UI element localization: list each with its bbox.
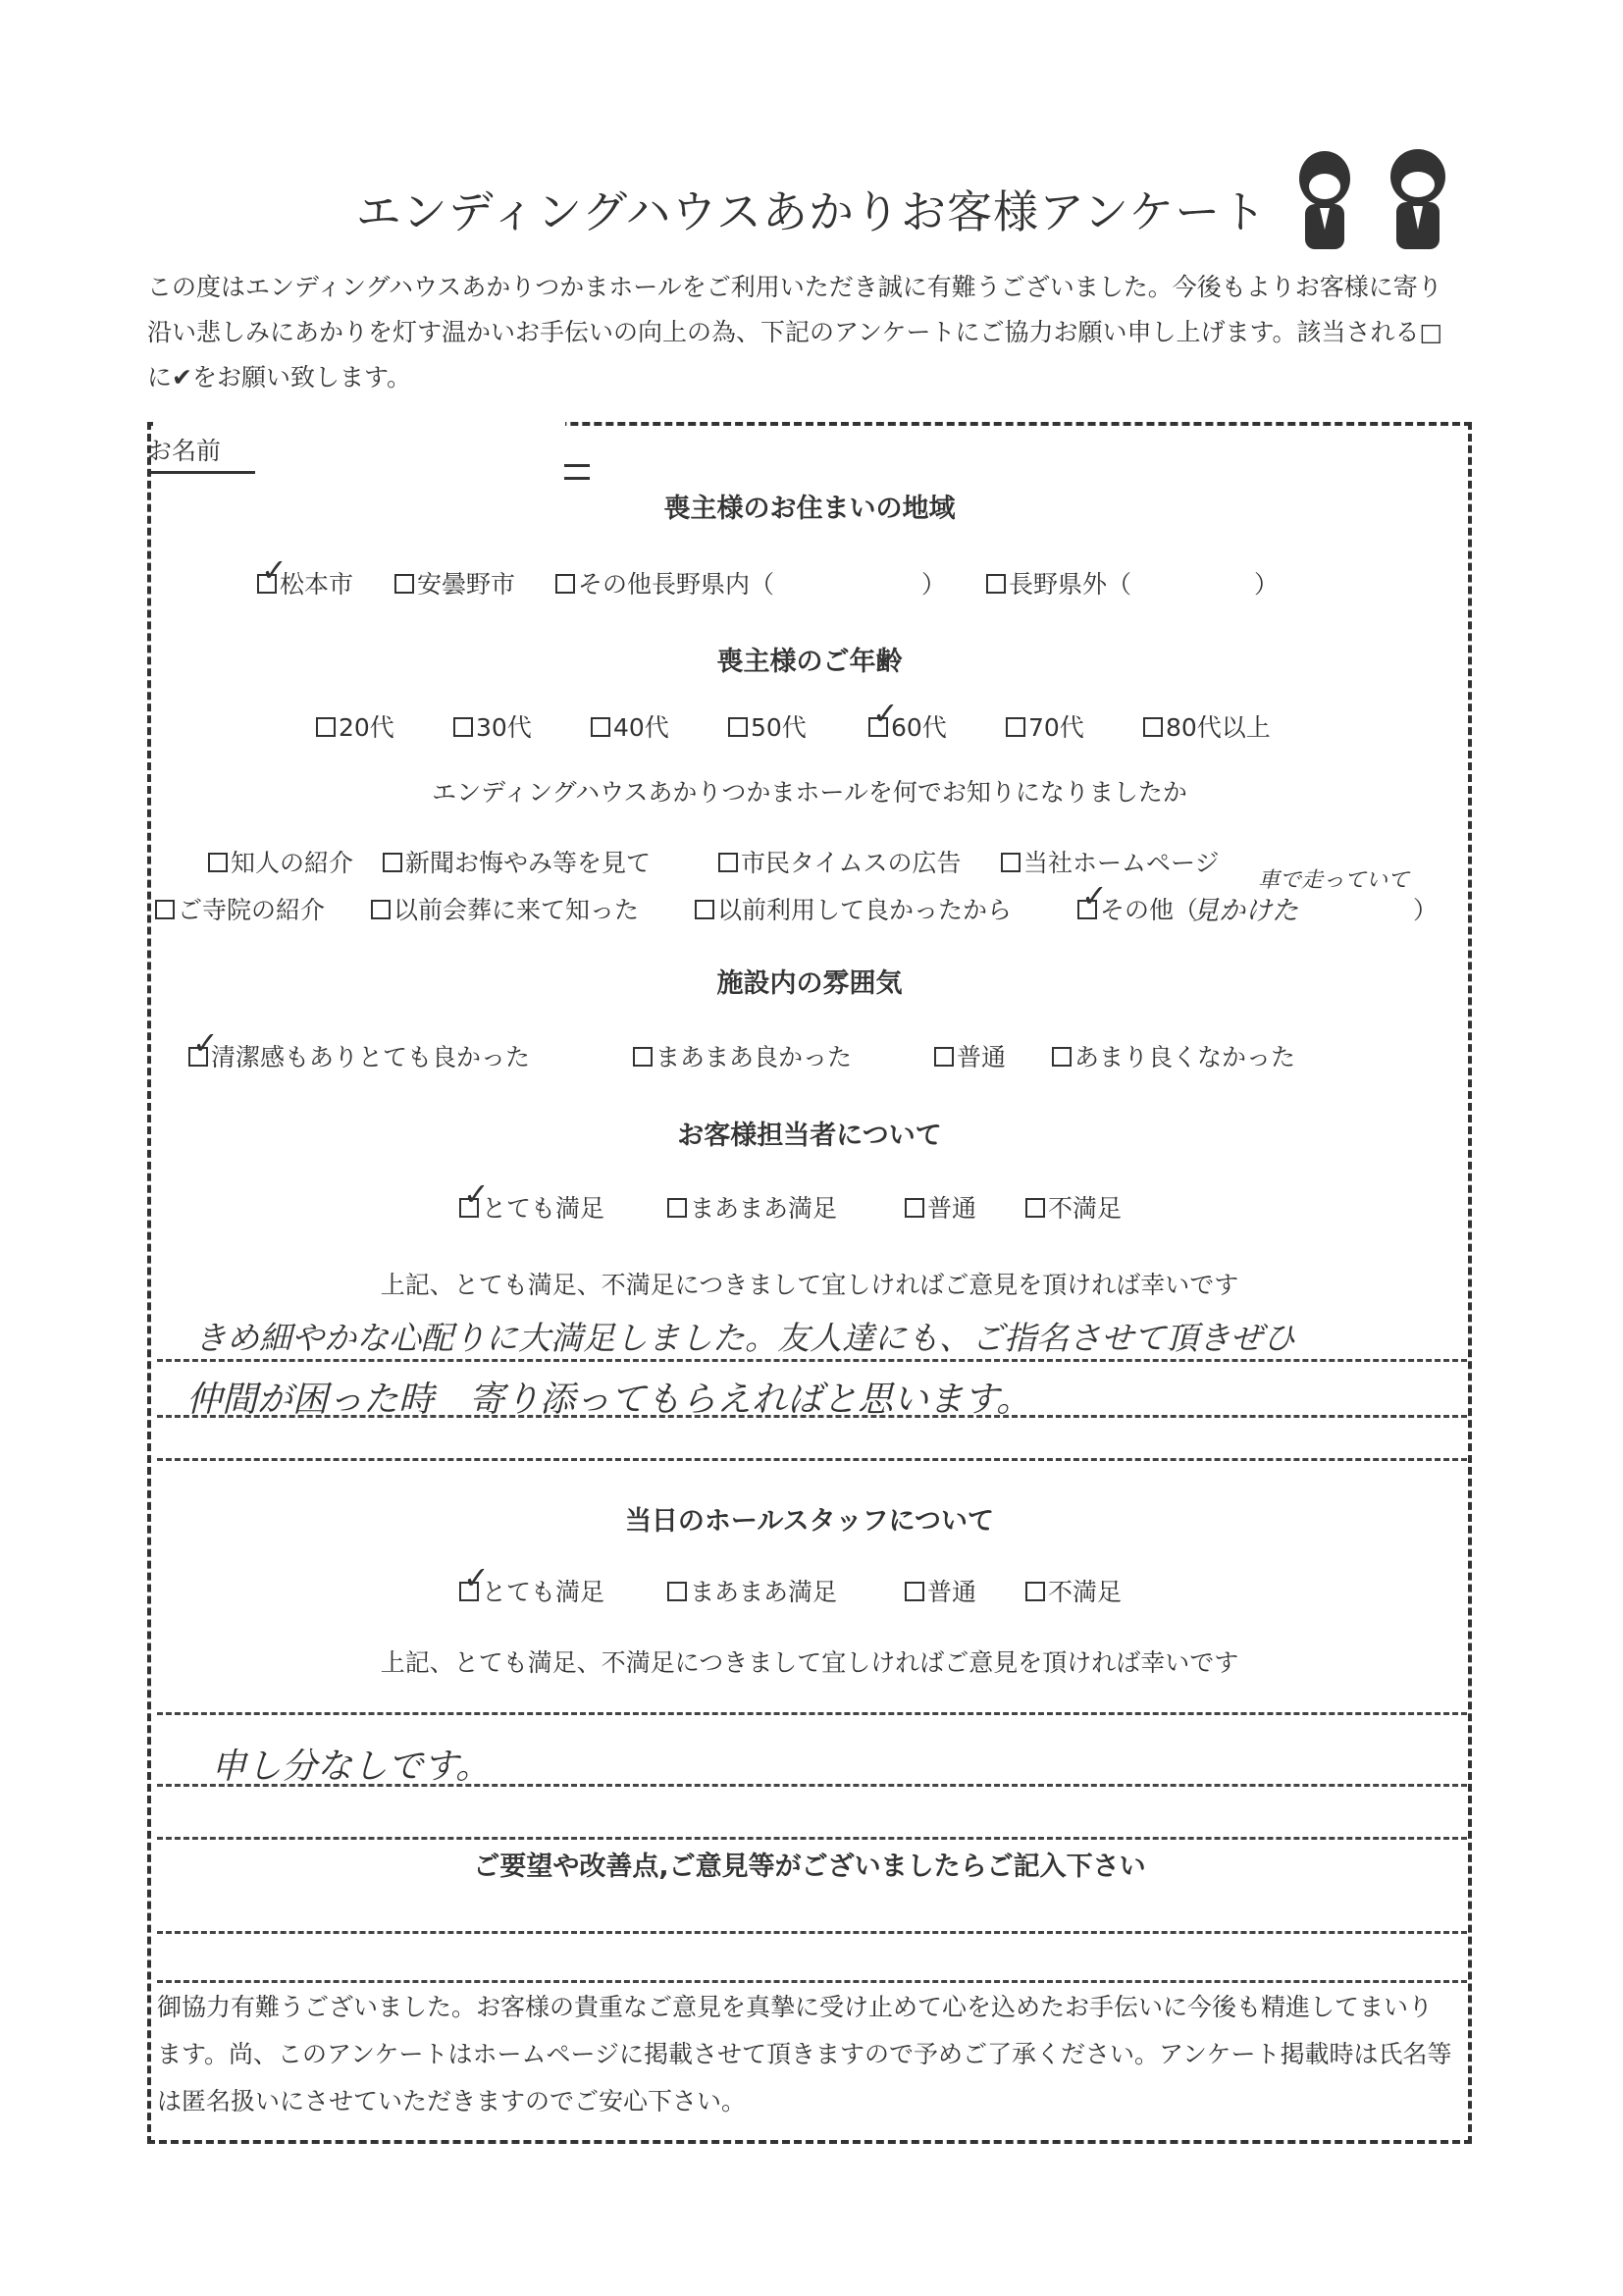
checkbox[interactable] — [728, 717, 748, 737]
source-option-other[interactable]: ✓ その他（ — [1077, 891, 1198, 926]
closing-message: 御協力有難うございました。お客様の貴重なご意見を真摯に受け止めて心を込めたお手伝いに今後も精進してまいります。尚、このアンケートはホームページに掲載させて頂きますので予めご了承ください。アンケート掲載時は氏名等は匿名扱いにさせていただきますのでご安心下さい。 — [157, 1993, 1452, 2115]
atmosphere-option-average[interactable]: 普通 — [934, 1038, 1006, 1073]
intro-text: この度はエンディングハウスあかりつかまホールをご利用いただき誠に有難うございました。今後もよりお客様に寄り沿い悲しみにあかりを灯す温かいお手伝いの向上の為、下記のアンケートにご協力お願い申し上げます。該当される□に✔をお願い致します。 — [147, 273, 1443, 391]
age-option-40s[interactable]: 40代 — [591, 708, 669, 744]
checkbox[interactable] — [591, 717, 610, 737]
source-other-close-paren: ） — [1413, 896, 1439, 924]
checkbox[interactable] — [394, 574, 414, 594]
age-option-50s[interactable]: 50代 — [728, 708, 807, 744]
atmosphere-option-fairly-good[interactable]: まあまあ良かった — [633, 1038, 852, 1073]
source-option-used-before[interactable]: 以前利用して良かったから — [695, 891, 1012, 926]
staff-in-charge-comment-line1[interactable]: きめ細やかな心配りに大満足しました。友人達にも、ご指名させて頂きぜひ — [194, 1319, 1295, 1357]
age-option-80s-plus[interactable]: 80代以上 — [1143, 708, 1271, 744]
comment-line — [157, 1712, 1467, 1715]
age-heading: 喪主様のご年齢 — [716, 647, 903, 677]
checkbox[interactable] — [208, 853, 228, 872]
requests-heading: ご要望や改善点,ご意見等がございましたらご記入下さい — [473, 1852, 1146, 1882]
checkbox[interactable] — [1143, 717, 1163, 737]
hall-staff-prompt: 上記、とても満足、不満足につきまして宜しければご意見を頂ければ幸いです — [380, 1648, 1239, 1677]
region-heading: 喪主様のお住まいの地域 — [663, 494, 956, 524]
comment-line — [157, 1931, 1467, 1934]
source-option-temple[interactable]: ご寺院の紹介 — [155, 891, 325, 926]
comment-line — [157, 1458, 1467, 1461]
checkbox[interactable] — [1052, 1047, 1072, 1067]
checkbox[interactable] — [459, 1582, 479, 1601]
hall-staff-option-fairly-satisfied[interactable]: まあまあ満足 — [667, 1573, 837, 1608]
hall-staff-option-dissatisfied[interactable]: 不満足 — [1025, 1573, 1122, 1608]
region-option-azumino[interactable]: 安曇野市 — [394, 565, 515, 600]
comment-line — [157, 1415, 1467, 1418]
checkbox[interactable] — [667, 1582, 687, 1601]
checkbox[interactable] — [257, 574, 277, 594]
checkbox[interactable] — [905, 1198, 924, 1218]
checkbox[interactable] — [718, 853, 738, 872]
staff-in-charge-option-fairly-satisfied[interactable]: まあまあ満足 — [667, 1189, 837, 1225]
source-option-previous-funeral[interactable]: 以前会葬に来て知った — [371, 891, 639, 926]
checkbox[interactable] — [188, 1047, 208, 1067]
checkbox[interactable] — [371, 900, 391, 919]
checkbox[interactable] — [316, 717, 336, 737]
age-option-60s[interactable]: ✓ 60代 — [868, 708, 947, 744]
staff-in-charge-heading: お客様担当者について — [677, 1121, 942, 1151]
checkbox[interactable] — [905, 1582, 924, 1601]
region-option-other-nagano[interactable]: その他長野県内（ ） — [555, 565, 946, 600]
region-option-outside-nagano[interactable]: 長野県外（ ） — [986, 565, 1279, 600]
checkbox[interactable] — [555, 574, 575, 594]
source-option-homepage[interactable]: 当社ホームページ — [1001, 844, 1220, 879]
comment-line — [157, 1980, 1467, 1983]
source-option-shimin-times[interactable]: 市民タイムスの広告 — [718, 844, 962, 879]
age-option-70s[interactable]: 70代 — [1006, 708, 1084, 744]
staff-illustration — [1281, 147, 1457, 255]
checkbox[interactable] — [155, 900, 175, 919]
checkbox[interactable] — [1006, 717, 1025, 737]
checkbox[interactable] — [633, 1047, 653, 1067]
age-option-20s[interactable]: 20代 — [316, 708, 394, 744]
atmosphere-heading: 施設内の雰囲気 — [716, 968, 903, 999]
name-underline — [147, 471, 255, 474]
staff-in-charge-option-very-satisfied[interactable]: ✓とても満足 — [459, 1189, 604, 1225]
comment-line — [157, 1837, 1467, 1840]
staff-in-charge-option-average[interactable]: 普通 — [905, 1189, 976, 1225]
checkbox[interactable] — [986, 574, 1006, 594]
source-option-newspaper[interactable]: 新聞お悔やみ等を見て — [383, 844, 651, 879]
hall-staff-option-very-satisfied[interactable]: ✓とても満足 — [459, 1573, 604, 1608]
checkbox[interactable] — [868, 717, 888, 737]
checkbox[interactable] — [459, 1198, 479, 1218]
checkbox[interactable] — [934, 1047, 954, 1067]
source-other-handwritten: 見かけた — [1192, 896, 1298, 926]
age-option-30s[interactable]: 30代 — [453, 708, 532, 744]
survey-title: エンディングハウスあかりお客様アンケート — [355, 185, 1268, 238]
hall-staff-comment-line1[interactable]: 申し分なしです。 — [211, 1747, 492, 1787]
checkbox[interactable] — [1025, 1198, 1045, 1218]
region-option-matsumoto[interactable]: ✓松本市 — [257, 565, 353, 600]
name-label: お名前 — [147, 437, 222, 465]
staff-in-charge-comment-line2[interactable]: 仲間が困った時 寄り添ってもらえればと思います。 — [186, 1380, 1032, 1420]
checkbox[interactable] — [453, 717, 473, 737]
comment-line — [157, 1359, 1467, 1362]
source-other-handwritten-upper: 車で走っていて — [1258, 868, 1410, 893]
hall-staff-heading: 当日のホールスタッフについて — [624, 1506, 995, 1537]
name-field-mark — [564, 464, 590, 480]
source-option-acquaintance[interactable]: 知人の紹介 — [208, 844, 353, 879]
comment-line — [157, 1784, 1467, 1787]
hall-staff-option-average[interactable]: 普通 — [905, 1573, 976, 1608]
staff-in-charge-option-dissatisfied[interactable]: 不満足 — [1025, 1189, 1122, 1225]
atmosphere-option-very-good[interactable]: ✓清潔感もありとても良かった — [188, 1038, 530, 1073]
atmosphere-option-not-good[interactable]: あまり良くなかった — [1052, 1038, 1295, 1073]
staff-in-charge-prompt: 上記、とても満足、不満足につきまして宜しければご意見を頂ければ幸いです — [380, 1271, 1239, 1299]
checkbox[interactable] — [383, 853, 402, 872]
checkbox[interactable] — [1001, 853, 1021, 872]
checkbox[interactable] — [695, 900, 714, 919]
checkbox[interactable] — [667, 1198, 687, 1218]
checkbox[interactable] — [1025, 1582, 1045, 1601]
source-heading: エンディングハウスあかりつかまホールを何でお知りになりましたか — [432, 778, 1187, 807]
checkbox[interactable] — [1077, 900, 1097, 919]
